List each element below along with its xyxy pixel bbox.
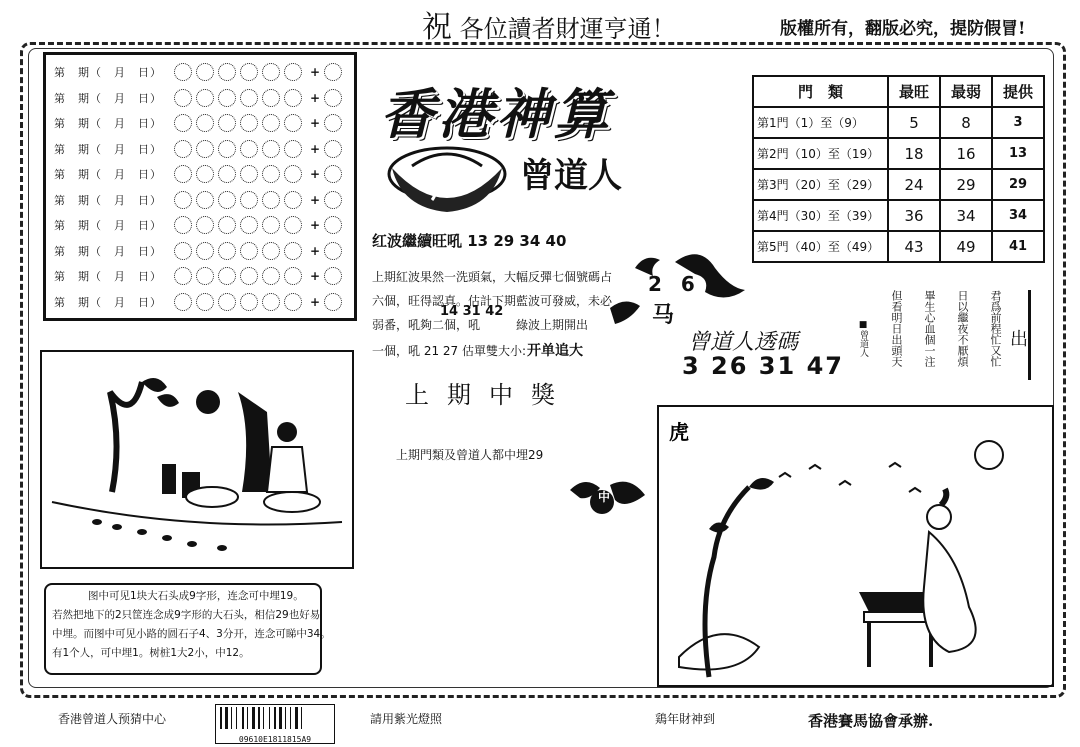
prediction-line-2: 六個，旺得認真。估計下期藍波可發威，未必 bbox=[372, 294, 613, 308]
number-circle bbox=[174, 63, 192, 81]
number-circle bbox=[262, 293, 280, 311]
number-circle bbox=[284, 114, 302, 132]
number-circle bbox=[240, 267, 258, 285]
horse-numbers: 2 6 bbox=[648, 272, 701, 296]
number-circle bbox=[262, 242, 280, 260]
special-number-circle bbox=[324, 216, 342, 234]
lottery-row-label: 第 期（ 月 日） bbox=[54, 244, 162, 258]
footer-uv-note: 請用紫光燈照 bbox=[370, 712, 443, 726]
page-subtitle: 曾道人 bbox=[520, 156, 622, 196]
plus-sign: + bbox=[310, 141, 321, 156]
number-circle bbox=[240, 165, 258, 183]
cell-provide: 13 bbox=[992, 138, 1044, 169]
blue-wave-numbers: 14 31 42 bbox=[440, 304, 504, 319]
cell-max: 43 bbox=[888, 231, 940, 262]
number-circle bbox=[174, 267, 192, 285]
door-label: 第4門（30）至（39） bbox=[753, 200, 888, 231]
number-circle bbox=[262, 267, 280, 285]
number-circle bbox=[240, 63, 258, 81]
number-circle bbox=[262, 89, 280, 107]
number-circle bbox=[262, 165, 280, 183]
number-circle bbox=[284, 242, 302, 260]
cell-min: 16 bbox=[940, 138, 992, 169]
zodiac-char: 虎 bbox=[669, 420, 689, 444]
number-circle bbox=[218, 63, 236, 81]
cell-provide: 34 bbox=[992, 200, 1044, 231]
red-wave-heading: 红波繼續旺吼 13 29 34 40 bbox=[372, 232, 567, 250]
number-circle bbox=[174, 191, 192, 209]
cell-max: 5 bbox=[888, 107, 940, 138]
cell-provide: 29 bbox=[992, 169, 1044, 200]
table-header-row bbox=[753, 76, 1044, 107]
page-title: 香港神算 bbox=[380, 82, 612, 146]
horse-char: 马 bbox=[652, 303, 675, 328]
number-circle bbox=[284, 89, 302, 107]
barcode-icon bbox=[216, 705, 334, 731]
plus-sign: + bbox=[310, 294, 321, 309]
footer-organizer: 香港賽馬協會承辦. bbox=[808, 712, 934, 730]
number-circle bbox=[174, 242, 192, 260]
header-cell: 門 類 bbox=[753, 76, 888, 107]
footer-rooster-note: 鶏年財神到 bbox=[655, 712, 716, 726]
table-row bbox=[753, 169, 1044, 200]
plus-sign: + bbox=[310, 218, 321, 232]
number-circle bbox=[284, 216, 302, 234]
special-number-circle bbox=[324, 191, 342, 209]
special-number-circle bbox=[324, 89, 342, 107]
special-number-circle bbox=[324, 267, 342, 285]
code-numbers: 3 26 31 47 bbox=[682, 352, 844, 380]
door-label: 第5門（40）至（49） bbox=[753, 231, 888, 262]
lottery-row-label: 第 期（ 月 日） bbox=[54, 168, 162, 181]
list-item bbox=[54, 214, 346, 236]
list-item bbox=[54, 61, 346, 83]
number-circle bbox=[218, 89, 236, 107]
mid-char: 中 bbox=[598, 490, 611, 504]
number-circle bbox=[196, 63, 214, 81]
list-item bbox=[54, 163, 346, 185]
number-circle bbox=[196, 140, 214, 158]
special-number-circle bbox=[324, 242, 342, 260]
lottery-row-label: 第 期（ 月 日） bbox=[54, 66, 162, 79]
exit-char: 出 bbox=[1010, 329, 1028, 350]
bless-char: 祝 bbox=[422, 10, 452, 45]
plus-sign: + bbox=[310, 116, 321, 130]
number-circle bbox=[196, 293, 214, 311]
cell-provide: 41 bbox=[992, 231, 1044, 262]
number-circle bbox=[284, 165, 302, 183]
special-number-circle bbox=[324, 165, 342, 183]
number-circle bbox=[218, 114, 236, 132]
header-cell: 最弱 bbox=[940, 76, 992, 107]
number-circle bbox=[218, 191, 236, 209]
table-row bbox=[753, 107, 1044, 138]
cell-max: 18 bbox=[888, 138, 940, 169]
cell-max: 36 bbox=[888, 200, 940, 231]
header-cell: 最旺 bbox=[888, 76, 940, 107]
gold-ingot-icon bbox=[382, 138, 512, 218]
number-circle bbox=[284, 140, 302, 158]
number-circle bbox=[218, 140, 236, 158]
number-circle bbox=[240, 114, 258, 132]
cell-min: 49 bbox=[940, 231, 992, 262]
number-circle bbox=[240, 216, 258, 234]
last-win-note: 上期門類及曾道人都中埋29 bbox=[396, 448, 544, 462]
cell-min: 29 bbox=[940, 169, 992, 200]
plus-sign: + bbox=[310, 90, 321, 105]
copyright-notice: 版權所有，翻版必究，提防假冒! bbox=[780, 19, 1026, 39]
lottery-row-label: 第 期（ 月 日） bbox=[54, 117, 162, 130]
prediction-line-4: 一個，吼 21 27 估單雙大小: bbox=[372, 344, 527, 358]
number-circle bbox=[196, 89, 214, 107]
lottery-row-label: 第 期（ 月 日） bbox=[54, 193, 162, 207]
lottery-row-label: 第 期（ 月 日） bbox=[54, 91, 162, 105]
number-circle bbox=[262, 114, 280, 132]
footer-center-name: 香港曾道人预猜中心 bbox=[58, 712, 167, 726]
poem-signature: ■曾道人 bbox=[858, 320, 868, 357]
prediction-line-3: 弱番，吼夠二個，吼 綠波上期開出 bbox=[372, 318, 589, 332]
doors-table bbox=[752, 75, 1045, 263]
list-item bbox=[54, 112, 346, 134]
number-circle bbox=[174, 216, 192, 234]
number-circle bbox=[196, 216, 214, 234]
number-circle bbox=[284, 63, 302, 81]
number-circle bbox=[218, 216, 236, 234]
code-heading: 曾道人透碼 bbox=[688, 330, 799, 355]
special-number-circle bbox=[324, 140, 342, 158]
number-circle bbox=[218, 165, 236, 183]
lottery-grid bbox=[43, 52, 357, 321]
cell-max: 24 bbox=[888, 169, 940, 200]
number-circle bbox=[196, 114, 214, 132]
cell-provide: 3 bbox=[992, 107, 1044, 138]
number-circle bbox=[284, 293, 302, 311]
barcode-number: 09610E1811815A9 bbox=[238, 735, 312, 744]
barcode bbox=[215, 704, 335, 744]
plus-sign: + bbox=[310, 167, 321, 181]
last-win-label: 上期中獎 bbox=[405, 381, 573, 409]
number-circle bbox=[218, 293, 236, 311]
number-circle bbox=[174, 293, 192, 311]
list-item bbox=[54, 240, 346, 262]
number-circle bbox=[174, 114, 192, 132]
number-circle bbox=[240, 242, 258, 260]
poem-line-3: 畢生心血個一注 bbox=[923, 290, 936, 367]
special-number-circle bbox=[324, 293, 342, 311]
number-circle bbox=[174, 89, 192, 107]
special-number-circle bbox=[324, 63, 342, 81]
number-circle bbox=[174, 165, 192, 183]
plus-sign: + bbox=[310, 269, 321, 283]
number-circle bbox=[196, 165, 214, 183]
poem-line-2: 日以繼夜不厭煩 bbox=[956, 290, 969, 367]
odd-even-tip: 开单追大 bbox=[527, 343, 583, 359]
number-circle bbox=[240, 191, 258, 209]
plus-sign: + bbox=[310, 243, 321, 258]
description-line-2: 若然把地下的2只筐连念成9字形的大石头，相信29也好易 bbox=[52, 609, 321, 621]
number-circle bbox=[284, 191, 302, 209]
number-circle bbox=[196, 191, 214, 209]
cell-min: 34 bbox=[940, 200, 992, 231]
number-circle bbox=[218, 242, 236, 260]
bless-text: 各位讀者財運亨通！ bbox=[459, 15, 676, 43]
number-circle bbox=[240, 293, 258, 311]
number-circle bbox=[174, 140, 192, 158]
cell-min: 8 bbox=[940, 107, 992, 138]
poem-line-1: 君爲前程忙又忙 bbox=[989, 290, 1002, 367]
table-row bbox=[753, 231, 1044, 262]
side-rule bbox=[1028, 290, 1031, 380]
door-label: 第1門（1）至（9） bbox=[753, 107, 888, 138]
number-circle bbox=[240, 140, 258, 158]
number-circle bbox=[284, 267, 302, 285]
prediction-line-1: 上期紅波果然一洗頭氣，大幅反彈七個號碼占 bbox=[372, 270, 613, 284]
door-label: 第2門（10）至（19） bbox=[753, 138, 888, 169]
table-row bbox=[753, 200, 1044, 231]
number-circle bbox=[218, 267, 236, 285]
riddle-description bbox=[44, 583, 331, 675]
number-circle bbox=[262, 63, 280, 81]
description-line-4: 有1个人，可中埋1。树桩1大2小，中12。 bbox=[52, 647, 250, 659]
number-circle bbox=[196, 267, 214, 285]
lottery-row-label: 第 期（ 月 日） bbox=[54, 219, 162, 232]
plus-sign: + bbox=[310, 192, 321, 207]
riddle-picture-right bbox=[657, 405, 1054, 687]
number-circle bbox=[240, 89, 258, 107]
special-number-circle bbox=[324, 114, 342, 132]
list-item bbox=[54, 189, 346, 211]
lottery-row-label: 第 期（ 月 日） bbox=[54, 142, 162, 156]
list-item bbox=[54, 265, 346, 287]
poem-line-4: 但看明日出頭天 bbox=[890, 290, 903, 367]
lottery-row-label: 第 期（ 月 日） bbox=[54, 270, 162, 283]
list-item bbox=[54, 138, 346, 160]
number-circle bbox=[262, 216, 280, 234]
plus-sign: + bbox=[310, 65, 321, 79]
description-line-1: 图中可见1块大石头成9字形，连念可中埋19。 bbox=[88, 590, 304, 602]
number-circle bbox=[196, 242, 214, 260]
header-blessing bbox=[422, 2, 676, 46]
number-circle bbox=[262, 140, 280, 158]
header-cell: 提供 bbox=[992, 76, 1044, 107]
riddle-picture-left bbox=[40, 350, 354, 569]
list-item bbox=[54, 87, 346, 109]
description-line-3: 中埋。而图中可见小路的圆石子4、3分开，连念可睇中34。 bbox=[52, 628, 331, 640]
table-row bbox=[753, 138, 1044, 169]
number-circle bbox=[262, 191, 280, 209]
list-item bbox=[54, 291, 346, 313]
lottery-row-label: 第 期（ 月 日） bbox=[54, 295, 162, 309]
door-label: 第3門（20）至（29） bbox=[753, 169, 888, 200]
